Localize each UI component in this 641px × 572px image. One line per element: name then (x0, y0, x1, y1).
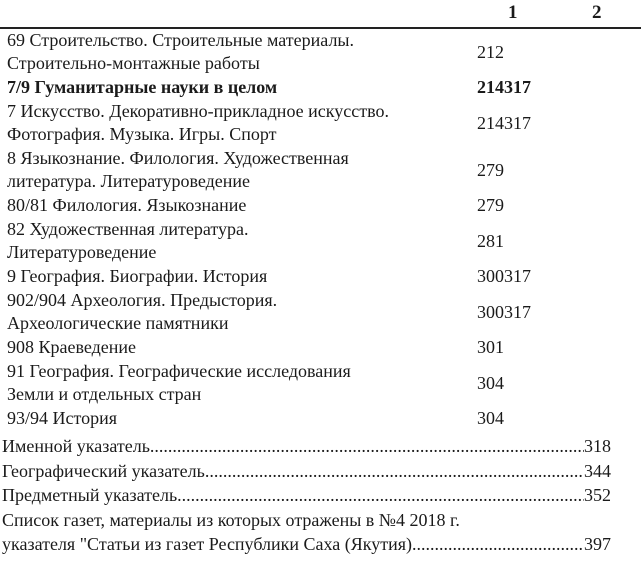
section-title-line: Археологические памятники (7, 313, 229, 333)
index-label: Именной указатель (2, 436, 150, 456)
section-title (7, 265, 477, 288)
newspaper-list-entry (2, 532, 611, 557)
index-label: Географический указатель (2, 460, 205, 481)
section-title (7, 289, 477, 335)
index-label: Предметный указатель (2, 485, 178, 505)
page-number-col2: 317 (504, 301, 531, 322)
index-list (0, 434, 641, 557)
table-row (7, 76, 641, 99)
section-title-line: 91 География. Географические исследования (7, 361, 351, 381)
page-number-col1: 301 (477, 337, 504, 357)
page-number-col1: 304 (477, 372, 504, 393)
page-number-col1: 212 (477, 41, 504, 62)
column-header-1: 1 (508, 2, 518, 23)
page-number-col2: 317 (504, 266, 531, 286)
section-title-line: Фотография. Музыка. Игры. Спорт (7, 124, 277, 144)
index-entry (2, 483, 611, 508)
index-entry (2, 459, 611, 484)
table-row (7, 29, 641, 75)
dot-leader (150, 434, 584, 459)
section-title-line: 93/94 История (7, 408, 118, 428)
section-title-line: 902/904 Археология. Предыстория. (7, 290, 278, 310)
section-title-line: 9 География. Биографии. История (7, 266, 268, 286)
table-row (7, 147, 641, 193)
index-entry (2, 434, 611, 459)
section-title (7, 194, 477, 217)
newspaper-list-line1: Список газет, материалы из которых отражены в №4 2018 г. (2, 509, 460, 530)
table-row (7, 336, 641, 359)
contents-table (0, 29, 641, 430)
table-row (7, 407, 641, 430)
page-number-col2: 317 (504, 112, 531, 133)
dot-leader (412, 532, 584, 557)
section-title-line: 80/81 Филология. Языкознание (7, 195, 247, 215)
newspaper-list-line2: указателя "Статьи из газет Республики Саха (Якутия) (2, 534, 413, 554)
section-title-line: Земли и отдельных стран (7, 384, 202, 404)
newspaper-list-page: 397 (584, 534, 611, 554)
section-title (7, 360, 477, 406)
section-title (7, 76, 477, 99)
table-row (7, 265, 641, 288)
page-number-col1: 279 (477, 195, 504, 215)
section-title-line: 69 Строительство. Строительные материалы. (7, 30, 355, 50)
section-title (7, 147, 477, 193)
table-row (7, 218, 641, 264)
section-title-line: 908 Краеведение (7, 337, 137, 357)
page-number-col1: 300 (477, 301, 504, 322)
page-number-col1: 304 (477, 408, 504, 428)
table-row (7, 289, 641, 335)
table-header (0, 0, 641, 29)
table-row (7, 360, 641, 406)
index-page: 318 (584, 436, 611, 456)
section-title-line: литература. Литературоведение (7, 171, 251, 191)
dot-leader (177, 483, 584, 508)
section-title (7, 100, 477, 146)
section-title (7, 336, 477, 359)
table-row (7, 100, 641, 146)
page-number-col1: 279 (477, 159, 504, 180)
section-title-line: 82 Художественная литература. (7, 219, 249, 239)
page-number-col1: 214 (477, 112, 504, 133)
page-number-col1: 300 (477, 266, 504, 286)
section-title (7, 407, 477, 430)
section-title-line: Литературоведение (7, 242, 157, 262)
section-title-line: 7/9 Гуманитарные науки в целом (7, 77, 278, 97)
index-page: 352 (584, 485, 611, 505)
index-page: 344 (584, 460, 611, 481)
table-row (7, 194, 641, 217)
page-number-col2: 317 (504, 77, 531, 97)
section-title-line: 7 Искусство. Декоративно-прикладное искусство. (7, 101, 389, 121)
section-title (7, 29, 477, 75)
page-number-col1: 214 (477, 77, 504, 97)
dot-leader (205, 459, 584, 484)
column-header-2: 2 (592, 2, 602, 23)
section-title-line: Строительно-монтажные работы (7, 53, 260, 73)
page-number-col1: 281 (477, 230, 504, 251)
section-title-line: 8 Языкознание. Филология. Художественная (7, 148, 349, 168)
section-title (7, 218, 477, 264)
